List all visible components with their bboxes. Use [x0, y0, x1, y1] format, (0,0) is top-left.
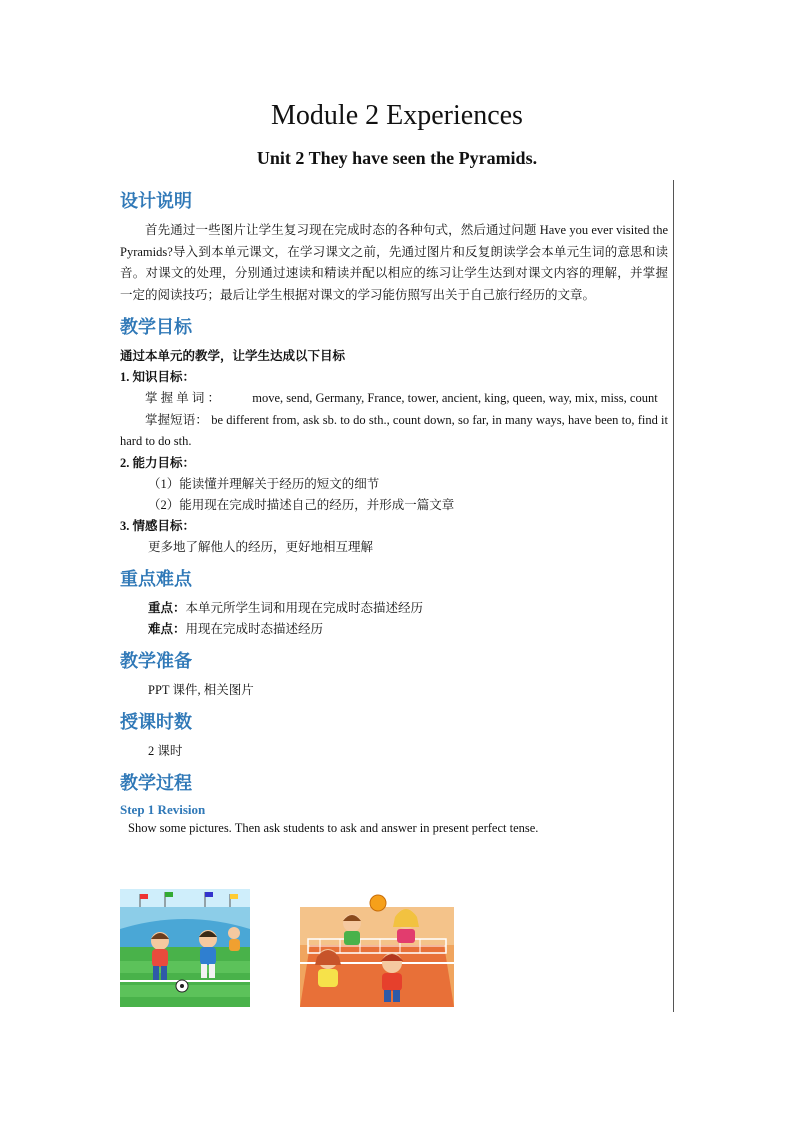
step1-title: Step 1 Revision — [120, 801, 206, 817]
emotion-text: 更多地了解他人的经历，更好地相互理解 — [148, 539, 374, 554]
words-list: move, send, Germany, France, tower, ancient, king, queen, way, mix, miss, count — [252, 391, 658, 405]
key-points-heading: 重点难点 — [120, 568, 192, 590]
phrases-label: 掌握短语： — [145, 412, 208, 427]
preparation-text: PPT 课件, 相关图片 — [148, 682, 254, 697]
page-title: Module 2 Experiences — [271, 100, 523, 131]
hours-text: 2 课时 — [148, 743, 183, 758]
key-points-block — [120, 598, 668, 640]
difficult-text: 用现在完成时态描述经历 — [185, 621, 324, 636]
volleyball-picture — [300, 893, 454, 1007]
phrases-list: be different from, ask sb. to do sth., count down, so far, in many ways, have been to, find it hard to do sth. — [120, 412, 668, 448]
ability-label: 2. 能力目标： — [120, 455, 196, 470]
design-text: 首先通过一些图片让学生复习现在完成时态的各种句式，然后通过问题 Have you ever visited the Pyramids?导入到本单元课文，在学习课文之前，先通过图片和反复朗读学会本单元生词的意思和读音。对课文的处理，分别通过速读和精读并配以相应的练习让学生达到对课文内容的理解，并掌握一定的阅读技巧；最后让学生根据对课文的学习能仿照写出关于自己旅行经历的文章。 — [120, 223, 668, 302]
hours-heading: 授课时数 — [120, 711, 192, 733]
ability-item-1: （1）能读懂并理解关于经历的短文的细节 — [148, 476, 380, 491]
process-heading: 教学过程 — [120, 772, 192, 794]
goals-block — [120, 346, 668, 558]
design-heading: 设计说明 — [120, 191, 192, 212]
words-line — [120, 388, 668, 410]
document-body — [120, 190, 668, 839]
key-text: 本单元所学生词和用现在完成时态描述经历 — [185, 600, 424, 615]
goals-intro: 通过本单元的教学，让学生达成以下目标 — [120, 349, 346, 363]
preparation-heading: 教学准备 — [120, 650, 192, 672]
knowledge-label: 1. 知识目标： — [120, 370, 196, 384]
difficult-label: 难点： — [148, 621, 186, 636]
phrases-line — [120, 410, 668, 453]
words-label: 掌 握 单 词 ： — [145, 391, 221, 405]
goals-heading: 教学目标 — [120, 317, 192, 338]
difficult-point-line — [120, 619, 668, 640]
soccer-picture — [120, 889, 250, 1007]
step1-text: Show some pictures. Then ask students to ask and answer in present perfect tense. — [128, 820, 539, 835]
key-point-line — [120, 598, 668, 619]
emotion-label: 3. 情感目标： — [120, 518, 196, 533]
page-subtitle: Unit 2 They have seen the Pyramids. — [256, 148, 538, 168]
key-label: 重点： — [148, 600, 186, 615]
margin-line — [673, 180, 674, 1012]
ability-item-2: （2）能用现在完成时描述自己的经历，并形成一篇文章 — [148, 497, 455, 512]
